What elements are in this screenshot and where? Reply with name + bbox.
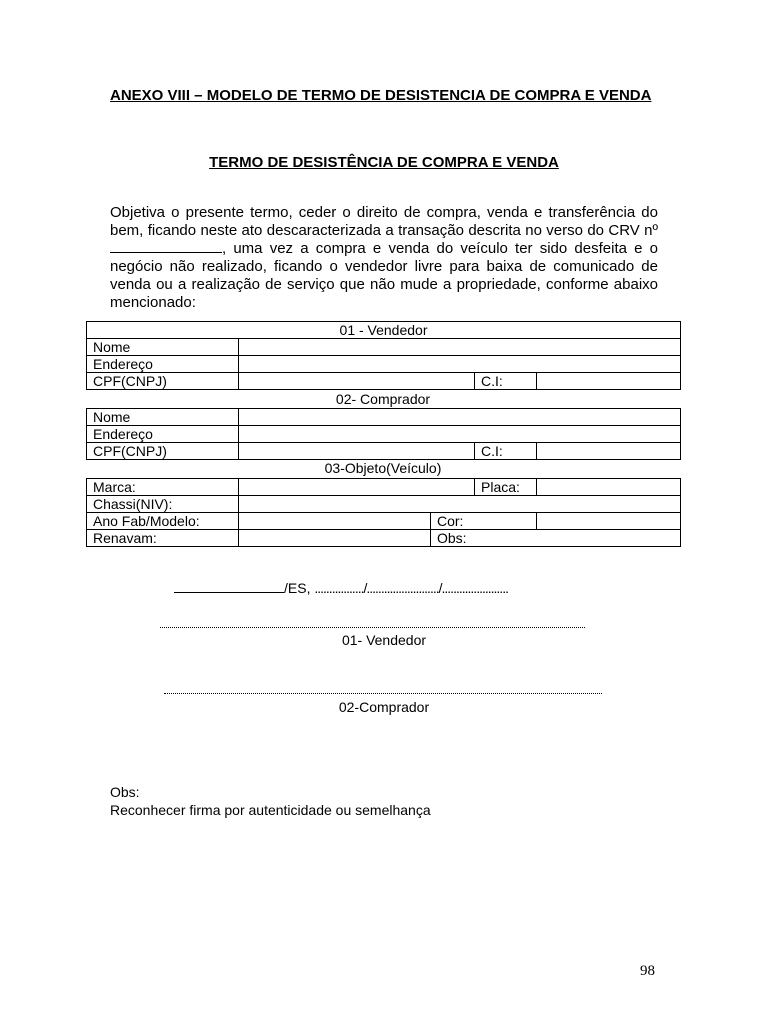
- vehicle-chassis-field[interactable]: [239, 496, 681, 513]
- buyer-signature-line[interactable]: [164, 693, 602, 694]
- intro-text-part1: Objetiva o presente termo, ceder o direito de compra, venda e transferência do bem, ficando neste ato descaracterizada a transação descrita no verso do CRV nº: [110, 204, 658, 239]
- buyer-address-field[interactable]: [239, 426, 681, 443]
- buyer-signature-label: 02-Comprador: [338, 699, 430, 715]
- date-year-dots[interactable]: .......................: [441, 580, 508, 596]
- annex-heading: ANEXO VIII – MODELO DE TERMO DE DESISTENCIA DE COMPRA E VENDA: [110, 87, 652, 104]
- vehicle-brand-label: Marca:: [87, 479, 239, 496]
- buyer-name-label: Nome: [87, 409, 239, 426]
- buyer-heading: 02- Comprador: [335, 391, 431, 407]
- seller-signature-line[interactable]: [160, 627, 585, 628]
- vehicle-heading: 03-Objeto(Veículo): [324, 460, 442, 476]
- seller-cpf-label: CPF(CNPJ): [87, 373, 239, 390]
- vehicle-year-field[interactable]: [239, 513, 431, 530]
- vehicle-color-label: Cor:: [431, 513, 537, 530]
- seller-ci-label: C.I:: [475, 373, 537, 390]
- crv-number-blank[interactable]: [110, 240, 222, 253]
- buyer-name-field[interactable]: [239, 409, 681, 426]
- buyer-ci-label: C.I:: [475, 443, 537, 460]
- vehicle-renavam-field[interactable]: [239, 530, 431, 547]
- seller-signature-label: 01- Vendedor: [341, 632, 427, 648]
- vehicle-plate-field[interactable]: [537, 479, 681, 496]
- footer-obs-text: Reconhecer firma por autenticidade ou semelhança: [110, 802, 431, 818]
- date-state: /ES,: [284, 580, 315, 596]
- date-line: [174, 580, 508, 596]
- seller-ci-field[interactable]: [537, 373, 681, 390]
- seller-heading: 01 - Vendedor: [87, 322, 681, 339]
- vehicle-renavam-label: Renavam:: [87, 530, 239, 547]
- intro-paragraph: [110, 204, 658, 312]
- seller-cpf-field[interactable]: [239, 373, 475, 390]
- vehicle-chassis-label: Chassi(NIV):: [87, 496, 239, 513]
- buyer-address-label: Endereço: [87, 426, 239, 443]
- buyer-ci-field[interactable]: [537, 443, 681, 460]
- buyer-cpf-field[interactable]: [239, 443, 475, 460]
- vehicle-year-label: Ano Fab/Modelo:: [87, 513, 239, 530]
- seller-table: [86, 321, 681, 390]
- vehicle-brand-field[interactable]: [239, 479, 475, 496]
- buyer-table: [86, 408, 681, 460]
- seller-address-field[interactable]: [239, 356, 681, 373]
- page-number: 98: [640, 963, 655, 979]
- footer-obs-label: Obs:: [110, 784, 140, 800]
- footer-obs: [110, 783, 431, 819]
- seller-name-label: Nome: [87, 339, 239, 356]
- buyer-cpf-label: CPF(CNPJ): [87, 443, 239, 460]
- seller-name-field[interactable]: [239, 339, 681, 356]
- intro-text-part2: , uma vez a compra e venda do veículo ter sido desfeita e o negócio não realizado, ficando o vendedor livre para baixa de comunicado de venda ou a realização de serviço que não mude a propriedade, conforme abaixo mencionado:: [110, 240, 658, 311]
- vehicle-plate-label: Placa:: [475, 479, 537, 496]
- vehicle-table: [86, 478, 681, 547]
- city-blank[interactable]: [174, 580, 284, 593]
- vehicle-obs-label: Obs:: [431, 530, 681, 547]
- document-title: TERMO DE DESISTÊNCIA DE COMPRA E VENDA: [209, 154, 559, 171]
- seller-address-label: Endereço: [87, 356, 239, 373]
- date-day-dots[interactable]: ................./: [314, 580, 367, 596]
- vehicle-color-field[interactable]: [537, 513, 681, 530]
- date-month-dots[interactable]: ........................./: [366, 580, 442, 596]
